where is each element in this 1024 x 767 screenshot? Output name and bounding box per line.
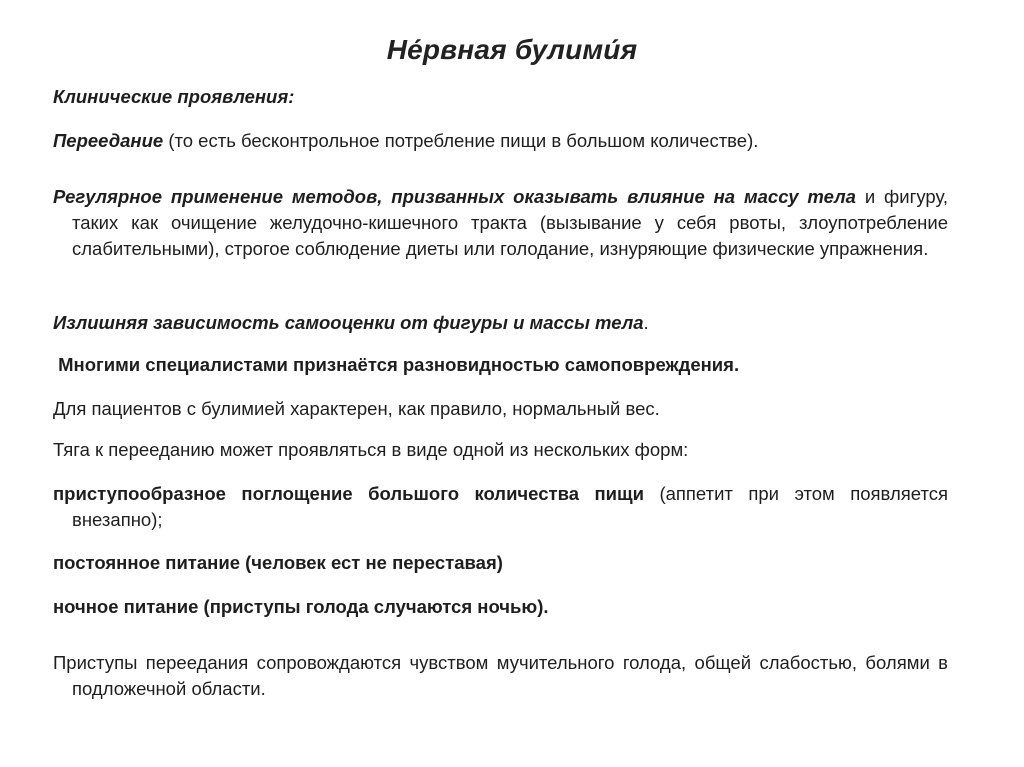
paragraph-form-constant: постоянное питание (человек ест не переставая) — [53, 552, 503, 573]
paragraph-lead: Переедание — [53, 130, 164, 151]
paragraph-weight-control — [53, 184, 948, 262]
paragraph-self-esteem — [53, 310, 948, 336]
paragraph-self-harm: Многими специалистами признаётся разновидностью самоповреждения. — [53, 354, 740, 375]
paragraph-text: и фигуру, таких как очищение желудочно-кишечного тракта (вызывание у себя рвоты, злоупотребление слабительными), строгое соблюдение диеты или голодание, изнуряющие физические упражнения. — [72, 186, 949, 259]
section-heading: Клинические проявления: — [53, 86, 295, 107]
paragraph-normal-weight: Для пациентов с булимией характерен, как правило, нормальный вес. — [53, 398, 660, 419]
paragraph-symptoms: Приступы переедания сопровождаются чувством мучительного голода, общей слабостью, болями в подложечной области. — [53, 652, 948, 699]
paragraph-forms-intro: Тяга к перееданию может проявляться в виде одной из нескольких форм: — [53, 439, 689, 460]
paragraph-lead: приступообразное поглощение большого количества пищи — [53, 483, 644, 504]
paragraph-text: (аппетит при этом появляется внезапно); — [72, 483, 948, 530]
paragraph-form-night: ночное питание (приступы голода случаются ночью). — [53, 596, 549, 617]
paragraph-overeating — [53, 128, 948, 154]
paragraph-text: (то есть бесконтрольное потребление пищи в большом количестве). — [163, 130, 759, 151]
paragraph-lead: Регулярное применение методов, призванных оказывать влияние на массу тела — [53, 186, 856, 207]
paragraph-text: . — [643, 312, 649, 333]
paragraph-lead: Излишняя зависимость самооценки от фигуры и массы тела — [53, 312, 644, 333]
slide-title: Не́рвная булими́я — [386, 34, 638, 65]
paragraph-form-binge — [53, 481, 948, 533]
